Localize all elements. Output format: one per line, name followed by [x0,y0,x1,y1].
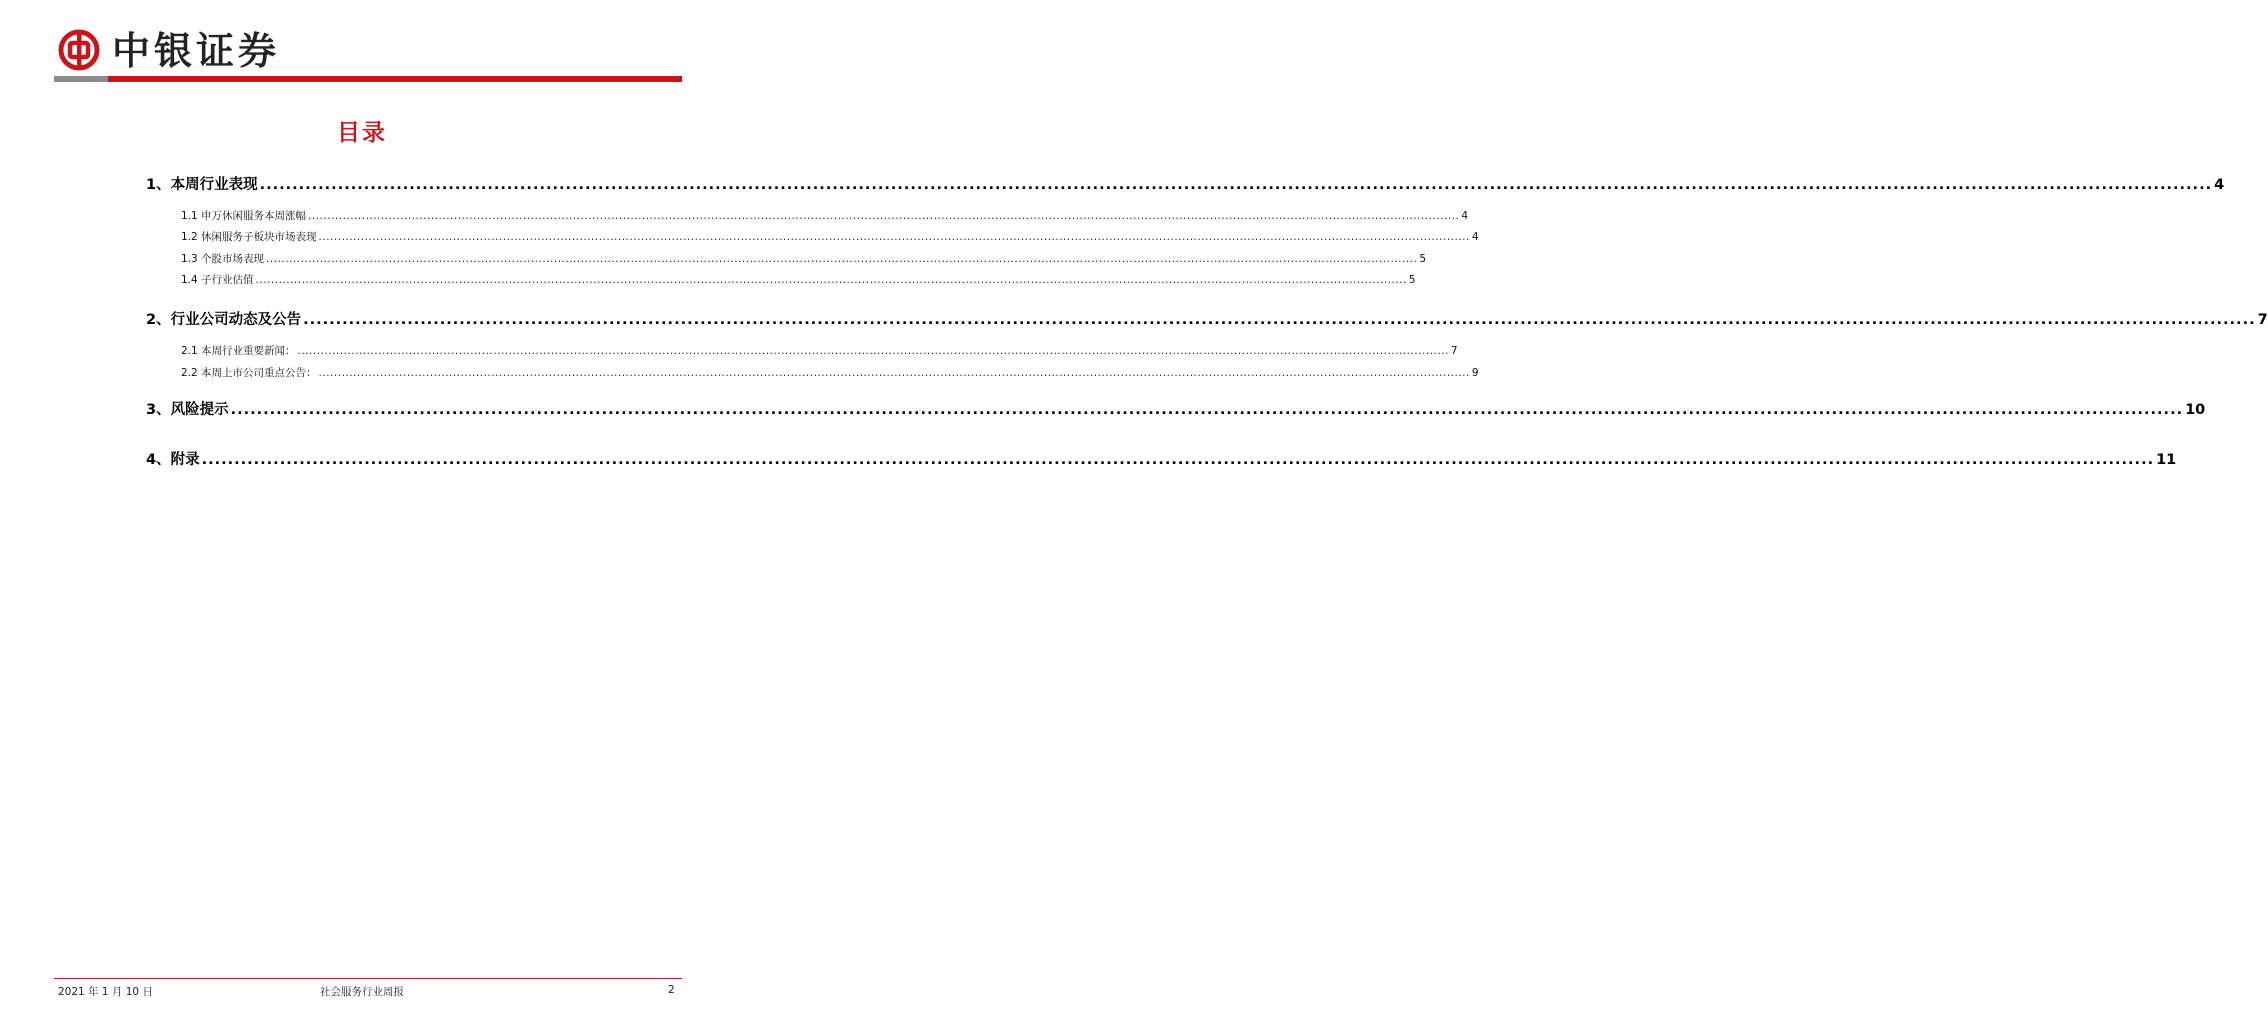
toc-entry-text: 2、行业公司动态及公告 [146,312,302,328]
toc-entry-2-2[interactable] [181,365,1479,380]
toc-leader-dots: ............................................................................................................................................................................................................................................................................................................ [318,231,1470,243]
toc-leader-dots: ............................................................................................................................................................................................................................................................................................................ [259,177,2213,193]
toc-leader-dots: ............................................................................................................................................................................................................................................................................................................ [266,253,1418,265]
bank-of-china-logo-icon [58,29,100,71]
toc-entry-1-1[interactable] [181,208,1469,223]
toc-entry-2[interactable] [146,308,2268,329]
toc-entry-4[interactable] [146,448,2177,469]
toc-entry-1-3[interactable] [181,251,1427,266]
toc-leader-dots: ............................................................................................................................................................................................................................................................................................................ [230,402,2184,418]
toc-entry-text: 1.2 休闲服务子板块市场表现 [181,231,317,243]
toc-entry-text: 2.2 本周上市公司重点公告： [181,367,317,379]
toc-entry-text: 1.3 个股市场表现 [181,253,265,265]
toc-entry-page: 4 [1471,231,1479,243]
footer-page-number: 2 [668,984,675,996]
toc-entry-page: 4 [1461,210,1469,222]
toc-leader-dots: ............................................................................................................................................................................................................................................................................................................ [303,312,2256,328]
toc-leader-dots: ............................................................................................................................................................................................................................................................................................................ [255,274,1407,286]
toc-leader-dots: ............................................................................................................................................................................................................................................................................................................ [297,345,1449,357]
toc-entry-page: 5 [1419,253,1427,265]
footer-title: 社会服务行业周报 [320,986,404,998]
toc-entry-text: 3、风险提示 [146,402,229,418]
toc-entry-text: 1、本周行业表现 [146,177,258,193]
header-rule-red [108,76,682,82]
toc-entry-text: 1.4 子行业估值 [181,274,254,286]
toc-entry-page: 11 [2156,452,2177,468]
toc-entry-page: 10 [2185,402,2206,418]
toc-entry-3[interactable] [146,398,2206,419]
toc-entry-1[interactable] [146,173,2225,194]
toc-entry-page: 4 [2214,177,2225,193]
toc-entry-page: 7 [2257,312,2268,328]
toc-leader-dots: ............................................................................................................................................................................................................................................................................................................ [201,452,2155,468]
toc-entry-text: 2.1 本周行业重要新闻： [181,345,296,357]
toc-title: 目录 [337,120,387,146]
toc-entry-1-2[interactable] [181,229,1479,244]
toc-entry-1-4[interactable] [181,272,1416,287]
toc-entry-page: 9 [1471,367,1479,379]
toc-entry-2-1[interactable] [181,343,1458,358]
brand-name: 中银证券 [112,28,281,73]
toc-entry-text: 4、附录 [146,452,200,468]
header-rule-gray [54,76,108,82]
toc-entry-text: 1.1 申万休闲服务本周涨幅 [181,210,307,222]
toc-entry-page: 5 [1408,274,1416,286]
toc-leader-dots: ............................................................................................................................................................................................................................................................................................................ [318,367,1470,379]
footer-date: 2021 年 1 月 10 日 [58,986,153,998]
toc-entry-page: 7 [1450,345,1458,357]
header [54,20,682,84]
footer-rule [54,978,682,979]
toc-leader-dots: ............................................................................................................................................................................................................................................................................................................ [308,210,1460,222]
